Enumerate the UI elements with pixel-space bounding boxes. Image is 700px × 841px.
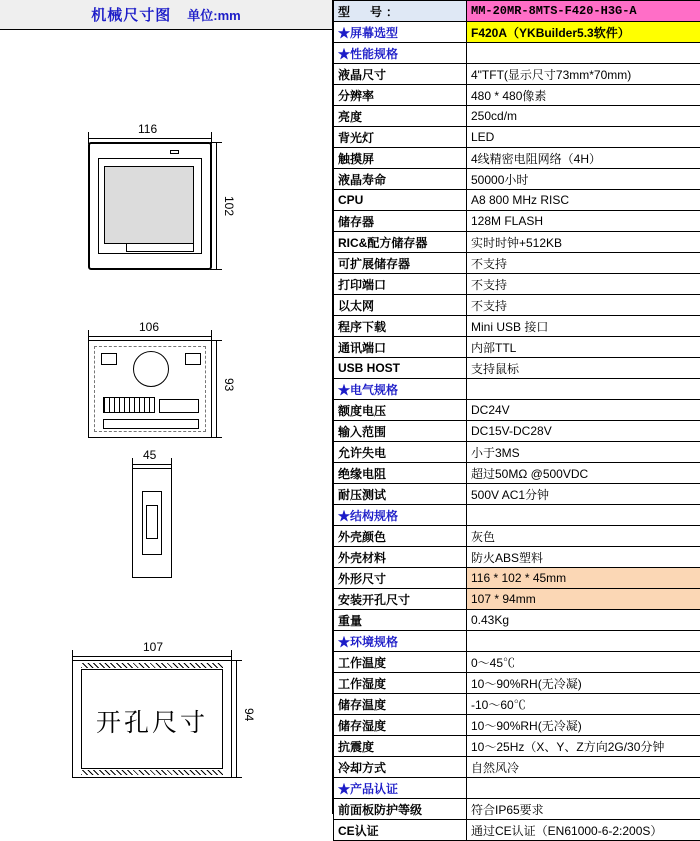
front-width-dimension: 116: [138, 122, 157, 136]
spec-row-value: 0～45℃: [467, 652, 700, 673]
spec-row-label: 以太网: [334, 295, 467, 316]
front-height-dimension: 102: [222, 196, 236, 216]
spec-row-value: 116 * 102 * 45mm: [467, 568, 700, 589]
spec-row-value: 4"TFT(显示尺寸73mm*70mm): [467, 64, 700, 85]
specification-table-body: [334, 1, 700, 841]
spec-row-label: ★环境规格: [334, 631, 467, 652]
spec-row-label: 工作湿度: [334, 673, 467, 694]
spec-row-value: DC15V-DC28V: [467, 421, 700, 442]
spec-row: [334, 589, 700, 610]
spec-row: [334, 400, 700, 421]
spec-row-value: 10～25Hz（X、Y、Z方向2G/30分钟: [467, 736, 700, 757]
spec-row-value: 内部TTL: [467, 337, 700, 358]
spec-row-label: 储存温度: [334, 694, 467, 715]
spec-row-label: ★结构规格: [334, 505, 467, 526]
spec-row: [334, 715, 700, 736]
side-view-outline: [132, 468, 172, 578]
rear-height-dimension: 93: [222, 378, 236, 391]
spec-row-value: 超过50MΩ @500VDC: [467, 463, 700, 484]
spec-row-label: 亮度: [334, 106, 467, 127]
rear-height-tick-top: [210, 340, 222, 341]
spec-row-label: ★产品认证: [334, 778, 467, 799]
spec-row-value: 107 * 94mm: [467, 589, 700, 610]
rear-label-area: [103, 419, 199, 429]
specification-panel: [333, 0, 700, 814]
spec-row: [334, 421, 700, 442]
rear-port-1: [101, 353, 117, 365]
spec-row: [334, 526, 700, 547]
spec-row-value: [467, 43, 700, 64]
spec-row: [334, 106, 700, 127]
spec-row-value: F420A（YKBuilder5.3软件）: [467, 22, 700, 43]
spec-row: [334, 568, 700, 589]
spec-row-value: Mini USB 接口: [467, 316, 700, 337]
spec-row-label: 液晶寿命: [334, 169, 467, 190]
cutout-label: 开孔尺寸: [73, 703, 231, 739]
front-height-line: [216, 142, 217, 270]
drawing-canvas: [0, 30, 333, 813]
spec-row-value: 符合IP65要求: [467, 799, 700, 820]
cutout-hatch-top: [81, 663, 223, 668]
spec-row-value: 128M FLASH: [467, 211, 700, 232]
drawing-unit-label: 单位:mm: [187, 5, 240, 24]
spec-row-label: USB HOST: [334, 358, 467, 379]
spec-row-value: 自然风冷: [467, 757, 700, 778]
side-width-line: [132, 464, 172, 465]
spec-row-value: 防火ABS塑料: [467, 547, 700, 568]
spec-row: [334, 127, 700, 148]
spec-row-value: [467, 379, 700, 400]
spec-row-label: 储存湿度: [334, 715, 467, 736]
mechanical-drawing-panel: [0, 0, 333, 814]
spec-row-value: -10～60℃: [467, 694, 700, 715]
spec-row: [334, 190, 700, 211]
spec-row-label: 外形尺寸: [334, 568, 467, 589]
cutout-view-outline: [72, 660, 232, 778]
spec-row-label: 额度电压: [334, 400, 467, 421]
drawing-title: 机械尺寸图: [91, 4, 171, 25]
cutout-height-line: [236, 660, 237, 778]
spec-row: [334, 379, 700, 400]
spec-row: [334, 337, 700, 358]
side-width-dimension: 45: [143, 448, 156, 462]
front-width-line: [88, 138, 212, 139]
spec-row: [334, 22, 700, 43]
spec-row-label: 储存器: [334, 211, 467, 232]
spec-row-value: [467, 631, 700, 652]
rear-height-tick-bottom: [210, 437, 222, 438]
cutout-width-dimension: 107: [143, 640, 163, 654]
spec-row-value: 4线精密电阻网络（4H）: [467, 148, 700, 169]
spec-row-value: 0.43Kg: [467, 610, 700, 631]
spec-row: [334, 547, 700, 568]
spec-row-value: 10～90%RH(无冷凝): [467, 673, 700, 694]
cutout-height-dimension: 94: [242, 708, 256, 721]
drawing-header: [0, 0, 332, 30]
spec-row: [334, 64, 700, 85]
spec-row-label: 允许失电: [334, 442, 467, 463]
spec-row-value: MM-20MR-8MTS-F420-H3G-A: [467, 1, 700, 22]
spec-row-label: 可扩展储存器: [334, 253, 467, 274]
rear-height-line: [216, 340, 217, 438]
spec-row-value: 实时时钟+512KB: [467, 232, 700, 253]
spec-row: [334, 274, 700, 295]
spec-row-label: 型 号：: [334, 1, 467, 22]
spec-row-label: 前面板防护等级: [334, 799, 467, 820]
spec-row-label: 工作温度: [334, 652, 467, 673]
front-bottom-strip: [126, 244, 194, 252]
spec-row-label: 绝缘电阻: [334, 463, 467, 484]
rear-port-2: [185, 353, 201, 365]
spec-row-value: 支持鼠标: [467, 358, 700, 379]
specification-table: [333, 0, 700, 841]
rear-speaker-circle: [133, 351, 169, 387]
spec-row: [334, 43, 700, 64]
rear-width-dimension: 106: [139, 320, 159, 334]
front-led-indicator: [170, 150, 179, 154]
spec-row: [334, 505, 700, 526]
spec-row: [334, 295, 700, 316]
spec-row-value: A8 800 MHz RISC: [467, 190, 700, 211]
cutout-height-tick-bottom: [230, 777, 242, 778]
spec-row-value: 不支持: [467, 274, 700, 295]
spec-row-label: RIC&配方储存器: [334, 232, 467, 253]
spec-row: [334, 631, 700, 652]
rear-connector-strip: [103, 397, 155, 413]
spec-row-label: 耐压测试: [334, 484, 467, 505]
spec-row: [334, 85, 700, 106]
rear-view-outline: [88, 340, 212, 438]
spec-row-label: 抗震度: [334, 736, 467, 757]
spec-row: [334, 463, 700, 484]
spec-row-label: 重量: [334, 610, 467, 631]
spec-row-label: 外壳颜色: [334, 526, 467, 547]
spec-row: [334, 820, 700, 841]
spec-row: [334, 232, 700, 253]
rear-terminal-block: [159, 399, 199, 413]
spec-row-label: 背光灯: [334, 127, 467, 148]
spec-row-value: [467, 505, 700, 526]
spec-row: [334, 148, 700, 169]
spec-row-value: 通过CE认证（EN61000-6-2:200S）: [467, 820, 700, 841]
front-height-tick-top: [210, 142, 222, 143]
spec-row-value: 500V AC1分钟: [467, 484, 700, 505]
spec-row-label: 触摸屏: [334, 148, 467, 169]
spec-row: [334, 211, 700, 232]
spec-row-value: DC24V: [467, 400, 700, 421]
spec-row-label: 冷却方式: [334, 757, 467, 778]
spec-row-label: ★屏幕选型: [334, 22, 467, 43]
spec-row-value: LED: [467, 127, 700, 148]
spec-row-value: 480 * 480像素: [467, 85, 700, 106]
spec-row-value: 10～90%RH(无冷凝): [467, 715, 700, 736]
side-mount-tab: [146, 505, 158, 539]
spec-row: [334, 358, 700, 379]
spec-row: [334, 652, 700, 673]
front-display-area: [104, 166, 194, 244]
spec-row: [334, 673, 700, 694]
spec-row-label: 分辨率: [334, 85, 467, 106]
spec-row-label: 外壳材料: [334, 547, 467, 568]
spec-row: [334, 694, 700, 715]
spec-row: [334, 799, 700, 820]
spec-row-label: 安装开孔尺寸: [334, 589, 467, 610]
spec-row: [334, 169, 700, 190]
spec-row: [334, 736, 700, 757]
spec-row-value: 不支持: [467, 295, 700, 316]
spec-row: [334, 442, 700, 463]
spec-row: [334, 610, 700, 631]
spec-row-label: CPU: [334, 190, 467, 211]
spec-row: [334, 316, 700, 337]
cutout-width-line: [72, 656, 232, 657]
spec-row-value: 不支持: [467, 253, 700, 274]
spec-row-label: 输入范围: [334, 421, 467, 442]
spec-row: [334, 778, 700, 799]
spec-row: [334, 1, 700, 22]
front-view-outline: [88, 142, 212, 270]
spec-row: [334, 253, 700, 274]
spec-row-value: [467, 778, 700, 799]
spec-row-label: 打印端口: [334, 274, 467, 295]
front-height-tick-bottom: [210, 269, 222, 270]
spec-row-label: 通讯端口: [334, 337, 467, 358]
spec-row: [334, 484, 700, 505]
spec-row-value: 灰色: [467, 526, 700, 547]
cutout-hatch-bottom: [81, 770, 223, 775]
rear-width-line: [88, 336, 212, 337]
cutout-height-tick-top: [230, 660, 242, 661]
spec-row: [334, 757, 700, 778]
spec-row-label: 程序下载: [334, 316, 467, 337]
spec-row-value: 250cd/m: [467, 106, 700, 127]
spec-row-label: ★性能规格: [334, 43, 467, 64]
spec-row-label: 液晶尺寸: [334, 64, 467, 85]
spec-row-label: CE认证: [334, 820, 467, 841]
spec-row-label: ★电气规格: [334, 379, 467, 400]
spec-row-value: 小于3MS: [467, 442, 700, 463]
spec-row-value: 50000小时: [467, 169, 700, 190]
